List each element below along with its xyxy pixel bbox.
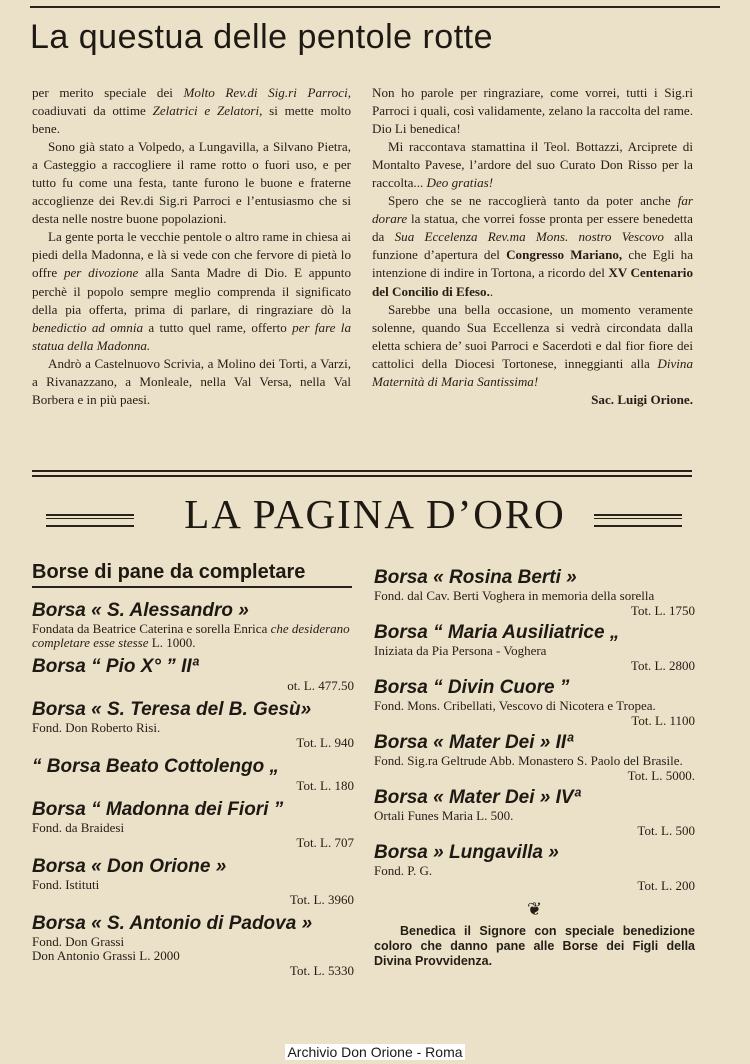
borsa-description: Fond. Don Roberto Risi. [32,720,161,735]
borsa-description: Fond. Don Grassi Don Antonio Grassi L. 2000 [32,934,180,963]
borsa-entry [32,799,354,850]
borsa-total: ot. L. 477.50 [287,678,354,693]
borsa-total: Tot. L. 500 [637,823,695,838]
borsa-name: Borsa « S. Alessandro » [32,600,249,621]
borsa-total: Tot. L. 3960 [289,892,354,907]
article-paragraph: La gente porta le vecchie pentole o altro rame in chiesa ai piedi della Madonna, e là si vede con che fervore di pietà lo offre per divozione alla Santa Madre di Dio. E appunto perchè il popolo sempre meglio comprenda il significato della pia offerta, prima di parlare, di ringraziare dò la benedictio ad omnia a tutto quel rame, offerto per fare la statua della Madonna. [32,229,351,353]
article-column-1 [32,84,351,409]
article-paragraph: Sono già stato a Volpedo, a Lungavilla, a Silvano Pietra, a Casteggio a raccogliere il rame rotto o fuori uso, e per tutto fu come una festa, tante furono le buone e fraterne accoglienze dei Rev.di Sig.ri Parroci e l’entusiasmo che si desta nelle nostre buone popolazioni. [32,139,351,227]
footer-text: Archivio Don Orione - Roma [287,1044,463,1060]
borsa-description: Ortali Funes Maria L. 500. [374,808,514,823]
article-paragraph: Andrò a Castelnuovo Scrivia, a Molino dei Torti, a Varzi, a Rivanazzano, a Monleale, nella Val Versa, nella Val Borbera e in più paesi. [32,355,351,407]
borsa-entry [374,787,695,838]
borse-list-right [374,567,695,969]
borsa-total: Tot. L. 1750 [630,603,695,618]
ornament-icon: ❦ [526,899,543,919]
borsa-name: Borsa » Lungavilla » [374,842,559,863]
borsa-total: Tot. L. 940 [296,735,354,750]
section-divider [32,470,692,477]
article-paragraph: per merito speciale dei Molto Rev.di Sig.ri Parroci, coadiuvati da ottime Zelatrici e Zelatori, si mette molto bene. [32,85,351,137]
borsa-entry [32,600,354,650]
borsa-total: Tot. L. 5330 [289,963,354,978]
borsa-entry [32,856,354,907]
section-subtitle: Borse di pane da completare [32,561,352,588]
borsa-name: Borsa “ Divin Cuore ” [374,677,570,698]
borsa-entry [374,622,695,673]
borsa-total: Tot. L. 2800 [630,658,695,673]
borsa-name: Borsa « S. Antonio di Padova » [32,913,313,934]
borsa-entry [32,699,354,750]
borsa-entry [32,913,354,978]
borsa-entry [32,756,354,793]
blessing-text: Benedica il Signore con speciale benedizione coloro che danno pane alle Borse dei Figli della Divina Provvidenza. [374,924,695,968]
borsa-entry [374,567,695,618]
borsa-name: Borsa « Don Orione » [32,856,227,877]
borsa-name: Borsa “ Madonna dei Fiori ” [32,799,284,820]
article-paragraph: Sarebbe una bella occasione, un momento veramente solenne, quando Sua Eccellenza si vedrà circondata dalla eletta schiera de’ suoi Parroci e Sacerdoti e dal fior fiore dei cattolici della Diocesi Tortonese, inneggianti alla Divina Maternità di Maria Santissima! [372,301,693,389]
borsa-name: Borsa « S. Teresa del B. Gesù» [32,699,312,720]
borsa-total: Tot. L. 180 [296,778,354,793]
signature: Sac. Luigi Orione. [591,391,693,407]
borsa-description: Iniziata da Pia Persona - Voghera [374,643,547,658]
article-paragraph: Mi raccontava stamattina il Teol. Bottazzi, Arciprete di Montalto Pavese, l’ardore del suo Curato Don Risso per la raccolta... Deo gratias! [372,139,693,191]
article-column-2 [372,84,693,409]
borsa-total: Tot. L. 200 [637,878,695,893]
borsa-description: Fond. dal Cav. Berti Voghera in memoria della sorella [374,588,655,603]
borsa-description: Fond. Sig.ra Geltrude Abb. Monastero S. Paolo del Brasile. [374,753,683,768]
borsa-name: Borsa “ Maria Ausiliatrice „ [374,622,620,643]
borsa-name: Borsa « Mater Dei » IVª [374,787,581,808]
archive-footer [0,1044,750,1060]
borsa-description: Fondata da Beatrice Caterina e sorella Enrica che desiderano completare esse stesse L. 1000. [32,621,350,650]
borsa-name: “ Borsa Beato Cottolengo „ [32,756,280,777]
borsa-name: Borsa « Mater Dei » IIª [374,732,574,753]
article-paragraph: Non ho parole per ringraziare, come vorrei, tutti i Sig.ri Parroci i quali, così validamente, zelano la raccolta del rame. Dio Li benedica! [372,85,693,137]
borsa-description: Fond. da Braidesi [32,820,125,835]
borsa-entry [374,677,695,728]
borsa-total: Tot. L. 707 [296,835,354,850]
borsa-description: Fond. P. G. [374,863,433,878]
borsa-total: Tot. L. 5000. [627,768,695,783]
borsa-name: Borsa “ Pio X° ” IIª [32,656,199,677]
section-title: LA PAGINA D’ORO [184,491,566,537]
borsa-entry [374,732,695,783]
borsa-description: Fond. Mons. Cribellati, Vescovo di Nicotera e Tropea. [374,698,656,713]
borse-list-left [32,600,354,978]
section-title-wrap [30,490,720,546]
borsa-description: Fond. Istituti [32,877,100,892]
article-title: La questua delle pentole rotte [30,18,494,56]
borsa-entry [32,656,354,693]
borsa-total: Tot. L. 1100 [631,713,695,728]
article-paragraph: Spero che se ne raccoglierà tanto da poter anche far dorare la statua, che vorrei fosse pronta per essere benedetta da Sua Eccelenza Rev.ma Mons. nostro Vescovo alla funzione d’apertura del Congresso Mariano, che Egli ha intenzione di indire in Tortona, a ricordo del XV Centenario del Concilio di Efeso.. [372,193,694,299]
top-rule [30,6,720,8]
borsa-name: Borsa « Rosina Berti » [374,567,577,588]
borsa-entry [374,842,695,893]
